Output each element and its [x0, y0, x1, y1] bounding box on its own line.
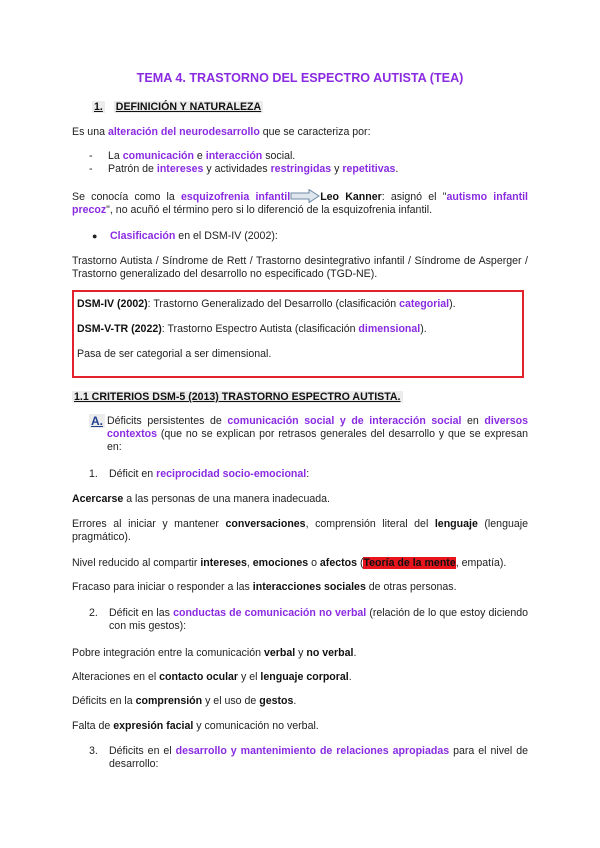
bold-term: lenguaje corporal — [260, 671, 349, 683]
text: de otras personas. — [365, 581, 457, 593]
paragraph-falta — [72, 720, 319, 733]
numbered-item-3-number — [89, 745, 98, 758]
text: (lenguaje pragmático). — [72, 518, 528, 543]
text: y — [331, 163, 343, 175]
text: o — [308, 557, 320, 569]
text: : Trastorno Espectro Autista (clasificación — [161, 323, 359, 335]
paragraph-acercarse — [72, 493, 330, 506]
bold-term: lenguaje — [434, 518, 478, 530]
text: Se conocía como la — [72, 191, 181, 203]
text: y — [295, 647, 307, 659]
kanner-paragraph — [72, 189, 528, 217]
bold-term: DSM-V-TR (2022) — [77, 323, 162, 335]
criterion-label: A. — [91, 414, 103, 428]
highlight-term: repetitivas — [342, 163, 396, 175]
bold-term: interacciones sociales — [252, 581, 366, 593]
highlight-term: desarrollo y mantenimiento de relaciones apropiadas — [175, 745, 450, 757]
text: social. — [262, 150, 296, 162]
bold-term: Acercarse — [72, 493, 124, 505]
text: . — [293, 695, 297, 707]
item-number: 3. — [89, 745, 98, 757]
section-number: 1. — [94, 101, 103, 113]
text: : Trastorno Generalizado del Desarrollo (clasificación — [147, 298, 400, 310]
bold-term: conversaciones — [225, 518, 306, 530]
text: ( — [357, 557, 364, 569]
highlight-term: dimensional — [358, 323, 421, 335]
text: (relación de lo que estoy diciendo con mis gestos): — [109, 607, 529, 632]
classification-list: Trastorno Autista / Síndrome de Rett / Trastorno desintegrativo infantil / Síndrome de Asperger / Trastorno generalizado del desarrollo no especificado (TGD-NE). — [72, 255, 528, 280]
highlight-term: interacción — [205, 150, 263, 162]
box-line-dsm-iv — [77, 298, 456, 311]
text: . — [348, 671, 352, 683]
text: Nivel reducido al compartir — [72, 557, 201, 569]
highlight-term: categorial — [399, 298, 450, 310]
highlight-term: restringidas — [270, 163, 332, 175]
paragraph-alteraciones — [72, 671, 352, 684]
highlight-term: reciprocidad socio-emocional — [156, 468, 307, 480]
text: . — [395, 163, 399, 175]
bullet-item — [89, 150, 296, 163]
highlight-term: diversos contextos — [107, 415, 528, 440]
text: Déficit en — [109, 468, 157, 480]
paragraph-nivel — [72, 557, 506, 570]
classification-bullet — [92, 230, 278, 243]
highlight-term: esquizofrenia infantil — [180, 191, 291, 203]
text: que se caracteriza por: — [259, 126, 371, 138]
text: , empatía). — [455, 557, 507, 569]
bold-term: verbal — [263, 647, 296, 659]
bold-term: no verbal — [306, 647, 354, 659]
box-line-summary: Pasa de ser categorial a ser dimensional. — [77, 348, 272, 360]
text: (que no se explican por retrasos generales del desarrollo y que se expresan en: — [107, 428, 528, 453]
bullet-marker: ● — [92, 231, 98, 241]
criterion-a-text — [107, 415, 528, 454]
highlight-term: intereses — [156, 163, 204, 175]
text: Déficit en las — [109, 607, 174, 619]
numbered-item-2-number — [89, 607, 98, 620]
bold-term: emociones — [252, 557, 309, 569]
text: Patrón de — [108, 163, 157, 175]
text: , comprensión literal del — [305, 518, 435, 530]
highlight-term: conductas de comunicación no verbal — [173, 607, 367, 619]
numbered-item-1 — [89, 468, 310, 481]
highlight-term: comunicación — [122, 150, 194, 162]
numbered-item-2 — [109, 607, 528, 633]
paragraph-deficits-comprension — [72, 695, 296, 708]
red-highlight-term: Teoría de la mente — [363, 557, 456, 569]
page-title: TEMA 4. TRASTORNO DEL ESPECTRO AUTISTA (TEA) — [136, 71, 464, 85]
text: : — [306, 468, 310, 480]
highlight-term: Clasificación — [110, 230, 176, 242]
numbered-item-3 — [109, 745, 528, 771]
text: Déficits en el — [109, 745, 176, 757]
text: para el nivel de desarrollo: — [109, 745, 528, 770]
bold-term: gestos — [259, 695, 294, 707]
text: ). — [420, 323, 427, 335]
text: Pobre integración entre la comunicación — [72, 647, 264, 659]
dash-marker: - — [89, 163, 93, 175]
highlight-term: alteración del neurodesarrollo — [107, 126, 260, 138]
text: y comunicación no verbal. — [193, 720, 319, 732]
text: ). — [449, 298, 456, 310]
text: y el uso de — [202, 695, 260, 707]
item-number: 1. — [89, 468, 98, 480]
criterion-a-label — [89, 415, 105, 429]
text: y el — [238, 671, 261, 683]
section-heading-1-1 — [72, 391, 403, 404]
bold-term: Leo Kanner — [320, 191, 382, 203]
text: . — [353, 647, 357, 659]
text: Fracaso para iniciar o responder a las — [72, 581, 253, 593]
paragraph-errores — [72, 518, 528, 544]
text: La — [108, 150, 123, 162]
dash-marker: - — [89, 150, 93, 162]
text: Falta de — [72, 720, 114, 732]
paragraph-pobre — [72, 647, 356, 660]
box-line-dsm-v-tr — [77, 323, 427, 336]
bullet-item — [89, 163, 399, 176]
text: en — [461, 415, 485, 427]
bold-term: contacto ocular — [159, 671, 239, 683]
bold-term: expresión facial — [113, 720, 194, 732]
item-number: 2. — [89, 607, 98, 619]
text: Alteraciones en el — [72, 671, 160, 683]
text: Es una — [72, 126, 108, 138]
section-title: 1.1 CRITERIOS DSM-5 (2013) TRASTORNO ESPECTRO AUTISTA. — [74, 391, 401, 403]
bold-term: comprensión — [135, 695, 203, 707]
highlight-term: autismo infantil precoz — [72, 191, 528, 216]
text: a las personas de una manera inadecuada. — [123, 493, 330, 505]
text: ", no acuñó el término pero si lo diferenció de la esquizofrenia infantil. — [106, 204, 433, 216]
text: e — [193, 150, 206, 162]
highlight-term: comunicación social y de interacción social — [227, 415, 462, 427]
paragraph-fracaso — [72, 581, 457, 594]
text: y actividades — [203, 163, 271, 175]
text: Errores al iniciar y mantener — [72, 518, 226, 530]
text: : asignó el " — [381, 191, 447, 203]
bold-term: DSM-IV (2002) — [77, 298, 148, 310]
bold-term: afectos — [319, 557, 357, 569]
text: Déficits en la — [72, 695, 136, 707]
section-title: DEFINICIÓN Y NATURALEZA — [115, 101, 262, 113]
intro-paragraph — [72, 126, 371, 139]
section-heading-1 — [92, 101, 263, 114]
arrow-right-icon — [290, 189, 320, 203]
bold-term: intereses — [200, 557, 247, 569]
text: en el DSM-IV (2002): — [175, 230, 278, 242]
text: Déficits persistentes de — [107, 415, 228, 427]
text: , — [246, 557, 253, 569]
